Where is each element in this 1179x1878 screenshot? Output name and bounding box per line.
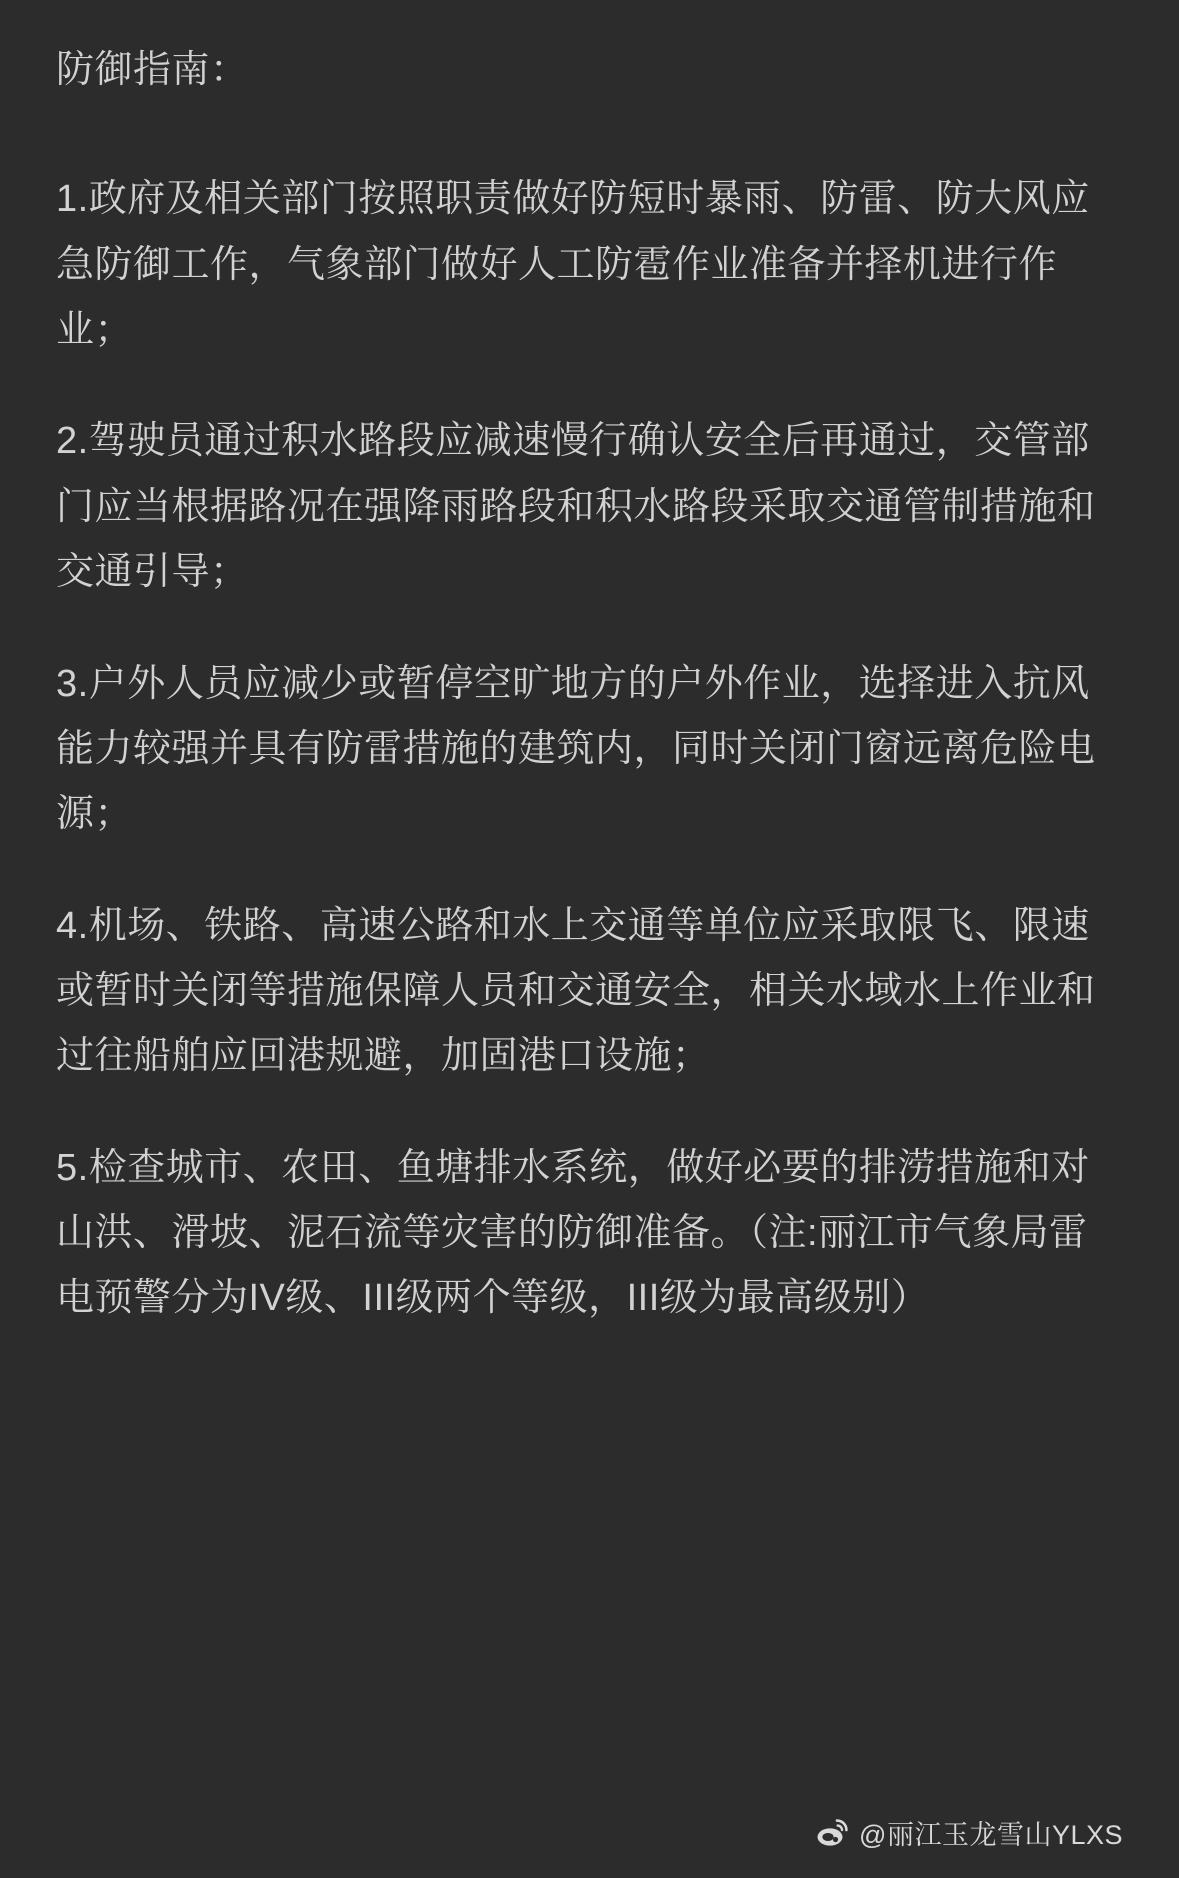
guideline-item-5: 5.检查城市、农田、鱼塘排水系统，做好必要的排涝措施和对山洪、滑坡、泥石流等灾害的防御准备。（注:丽江市气象局雷电预警分为IV级、III级两个等级，III级为最高级别） [56, 1146, 1090, 1320]
watermark-footer [815, 1813, 1123, 1852]
weibo-icon [815, 1816, 849, 1850]
document-body [56, 38, 1123, 1332]
guideline-item-4: 4.机场、铁路、高速公路和水上交通等单位应采取限飞、限速或暂时关闭等措施保障人员和交通安全，相关水域水上作业和过往船舶应回港规避，加固港口设施； [56, 904, 1096, 1078]
guideline-item-2: 2.驾驶员通过积水路段应减速慢行确认安全后再通过，交管部门应当根据路况在强降雨路段和积水路段采取交通管制措施和交通引导； [56, 420, 1096, 594]
document-heading: 防御指南： [56, 49, 249, 91]
watermark-account: @丽江玉龙雪山YLXS [859, 1820, 1123, 1850]
guideline-item-1: 1.政府及相关部门按照职责做好防短时暴雨、防雷、防大风应急防御工作，气象部门做好人工防雹作业准备并择机进行作业； [56, 178, 1090, 352]
guideline-item-3: 3.户外人员应减少或暂停空旷地方的户外作业，选择进入抗风能力较强并具有防雷措施的建筑内，同时关闭门窗远离危险电源； [56, 662, 1096, 836]
